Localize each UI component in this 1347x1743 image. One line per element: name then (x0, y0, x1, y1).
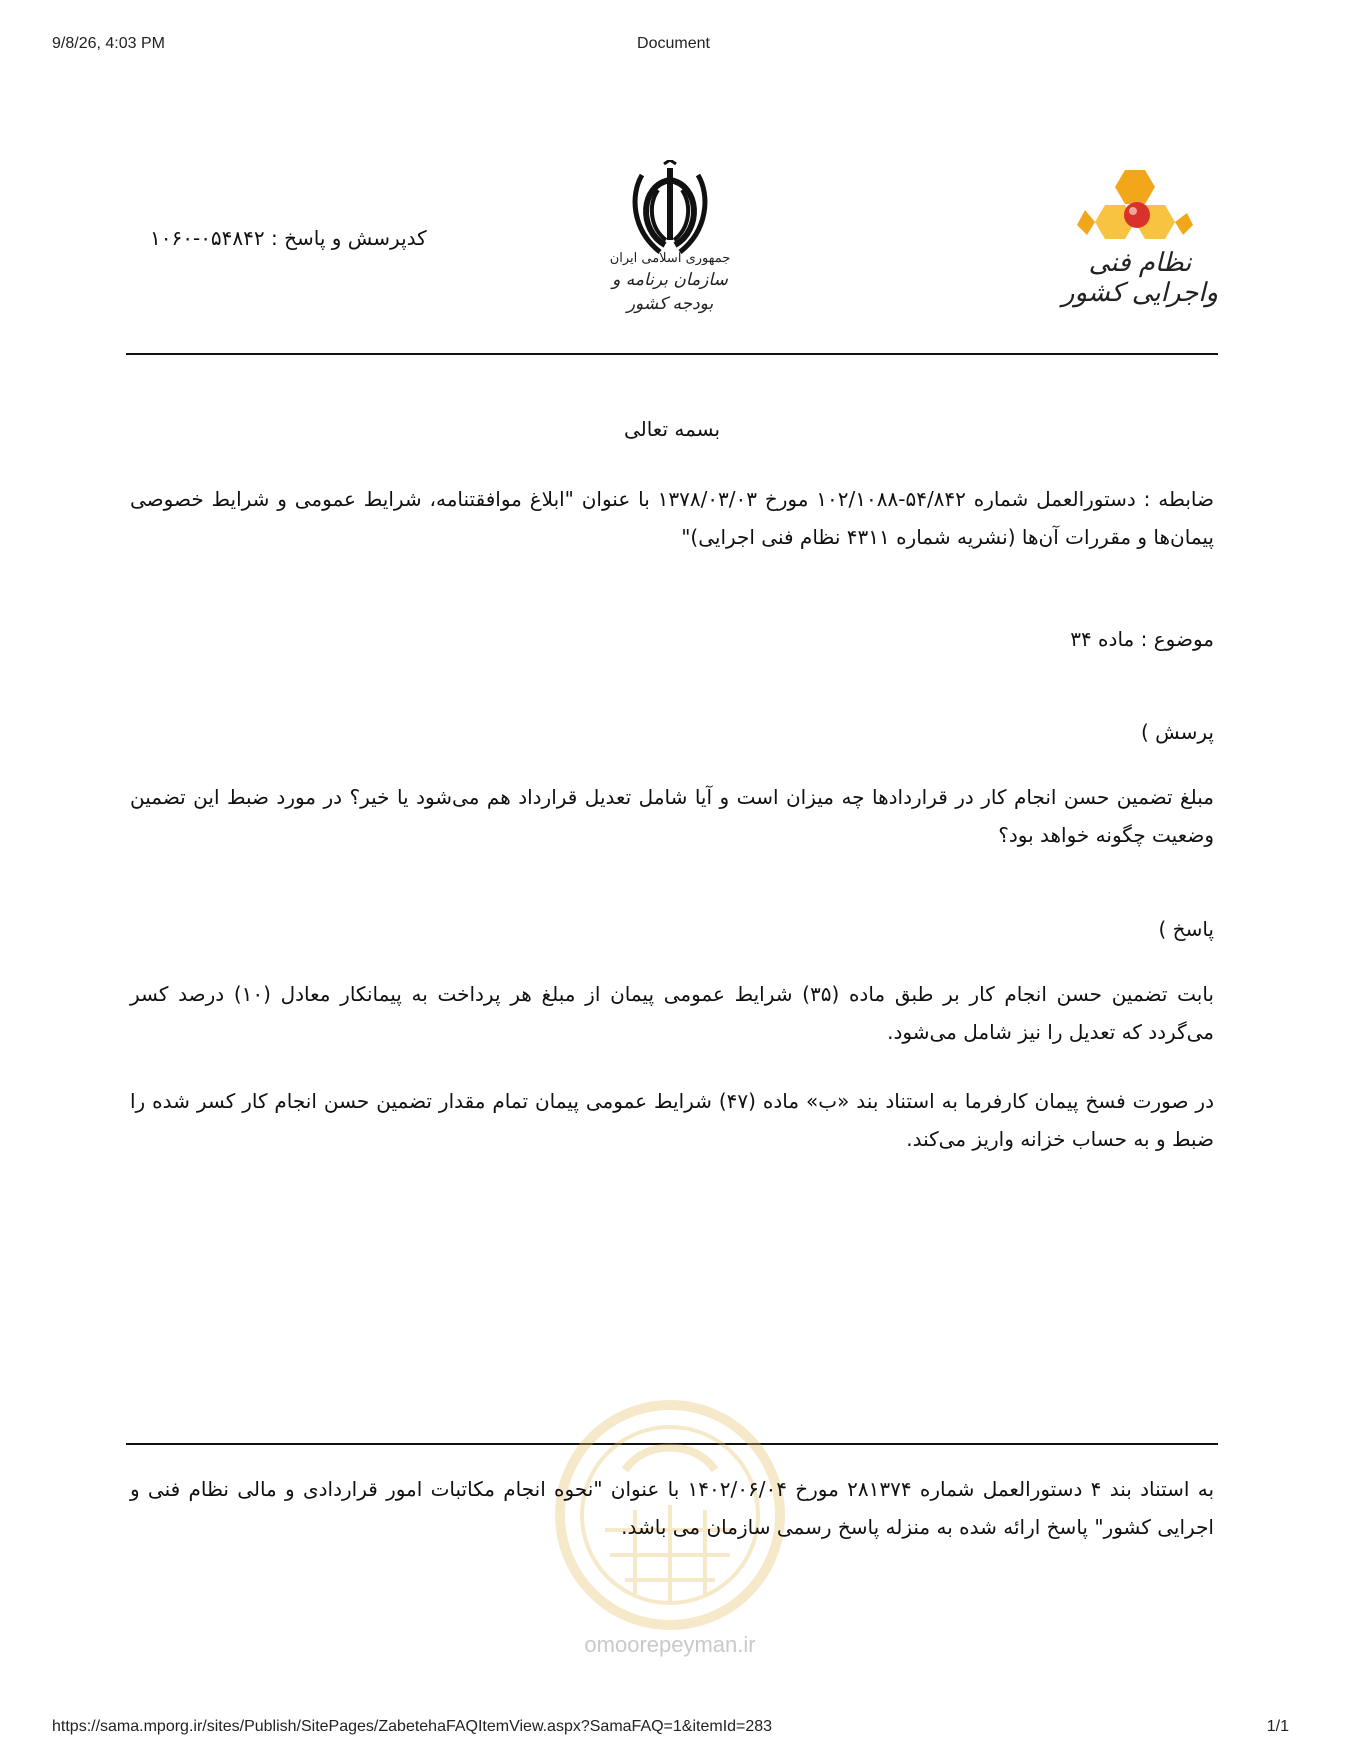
legal-footnote: به استناد بند ۴ دستورالعمل شماره ۲۸۱۳۷۴ مورخ ۱۴۰۲/۰۶/۰۴ با عنوان "نحوه انجام مکاتبات امور قراردادی و مالی نظام فنی و اجرایی کشور" پاسخ ارائه شده به منزله پاسخ رسمی سازمان می باشد. (130, 1477, 1215, 1539)
org-logo-text: نظام فنی واجرایی کشور (1061, 248, 1219, 308)
source-url[interactable]: https://sama.mporg.ir/sites/Publish/SitePages/ZabetehaFAQItemView.aspx?SamaFAQ=1&itemId=283 (52, 1718, 773, 1735)
question-label: پرسش ) (1140, 720, 1214, 744)
regulation-reference: ضابطه : دستورالعمل شماره ۵۴/۸۴۲-۱۰۲/۱۰۸۸ مورخ ۱۳۷۸/۰۳/۰۳ با عنوان "ابلاغ موافقتنامه، شرایط عمومی و شرایط خصوصی پیمان‌ها و مقررات آن‌ها (نشریه شماره ۴۳۱۱ نظام فنی اجرایی)" (130, 487, 1214, 549)
answer-paragraph-1: بابت تضمین حسن انجام کار بر طبق ماده (۳۵) شرایط عمومی پیمان از مبلغ هر پرداخت به پیمانکار معادل (۱۰) درصد کسر می‌گردد که تعدیل را نیز شامل می‌شود. (130, 982, 1214, 1044)
iran-emblem-icon (620, 160, 720, 260)
print-title: Document (637, 35, 710, 52)
header-divider (126, 353, 1218, 355)
print-datetime: 9/8/26, 4:03 PM (52, 35, 165, 52)
question-text: مبلغ تضمین حسن انجام کار در قراردادها چه میزان است و آیا شامل تعدیل قرارداد هم می‌شود یا خیر؟ در مورد ضبط این تضمین وضعیت چگونه خواهد بود؟ (130, 785, 1214, 847)
answer-label: پاسخ ) (1158, 917, 1214, 941)
watermark-text: omoorepeyman.ir (584, 1632, 756, 1657)
print-footer (0, 1718, 1347, 1738)
qa-code: کدپرسش و پاسخ : ۰۵۴۸۴۲-۱۰۶۰ (150, 226, 427, 250)
emblem-line-2: سازمان برنامه و بودجه کشور (612, 270, 728, 314)
subject-line: موضوع : ماده ۳۴ (1070, 627, 1214, 651)
print-header (0, 35, 1347, 55)
emblem-line-1: جمهوری اسلامی ایران (609, 251, 731, 266)
basmala: بسمه تعالی (623, 417, 721, 441)
answer-paragraph-2: در صورت فسخ پیمان کارفرما به استناد بند «ب» ماده (۴۷) شرایط عمومی پیمان تمام مقدار تضمین حسن انجام کار کسر شده را ضبط و به حساب خزانه واریز می‌کند. (130, 1089, 1214, 1151)
emblem-caption (590, 250, 750, 316)
page-number: 1/1 (1266, 1718, 1289, 1735)
